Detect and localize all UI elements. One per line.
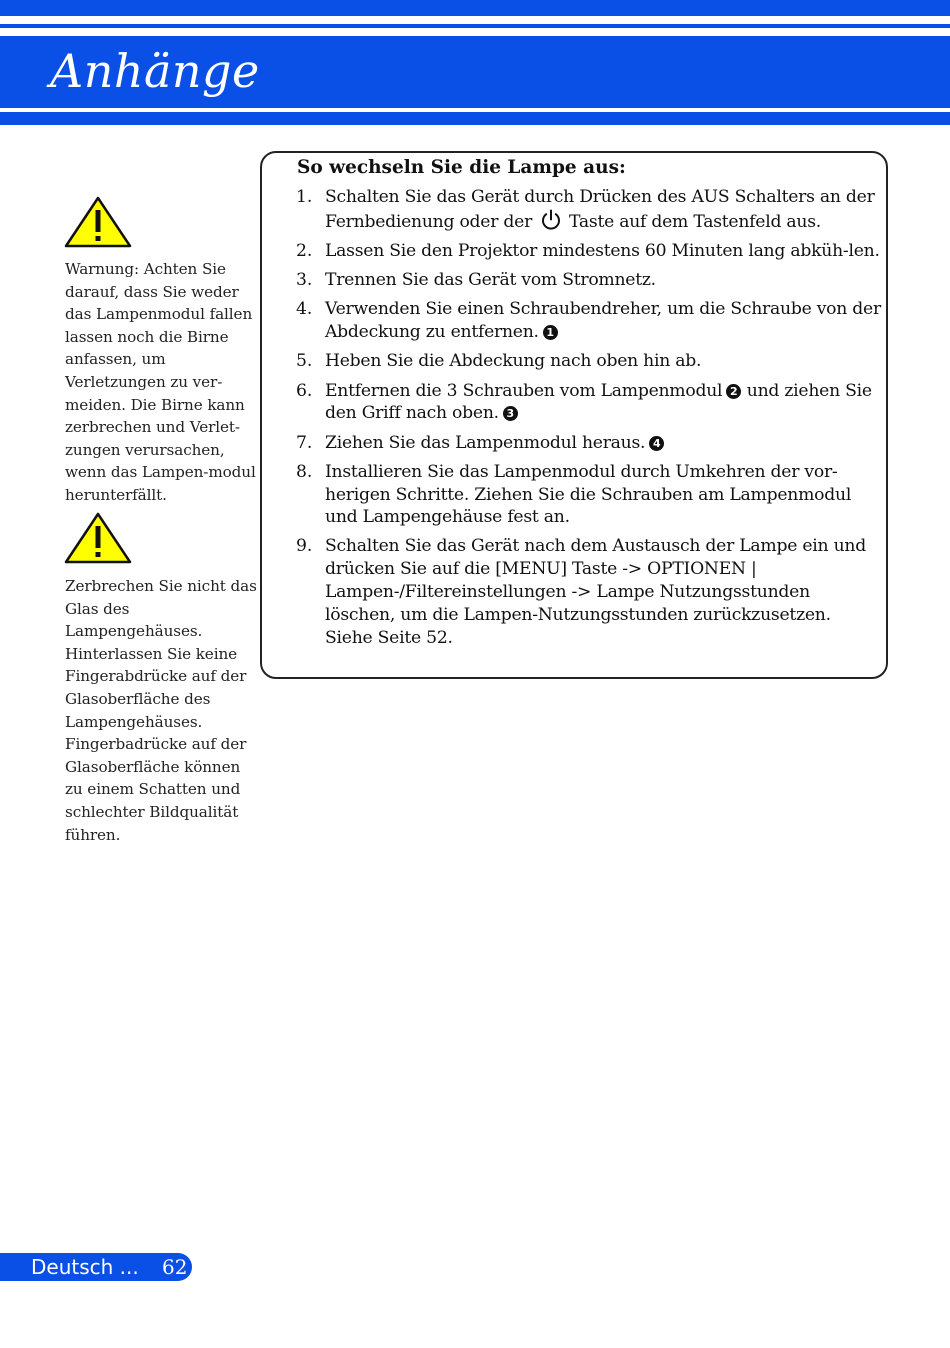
step-number: 6. (296, 380, 313, 401)
steps-list (296, 186, 881, 656)
step-number: 4. (296, 299, 313, 320)
page-number: 62 (162, 1255, 188, 1279)
header-thin-stripe (0, 24, 950, 28)
warning-triangle-icon (64, 196, 132, 248)
step-text: Ziehen Sie das Lampenmodul heraus. (325, 432, 646, 453)
list-item (296, 240, 881, 263)
step-number: 2. (296, 240, 313, 261)
step-text: Verwenden Sie einen Schraubendreher, um die Schraube von der Abdeckung zu entfernen. (325, 299, 881, 343)
step-text: Installieren Sie das Lampenmodul durch Umkehren der vor-herigen Schritte. Ziehen Sie die Schrauben am Lampenmodul und Lampengehäuse fest an. (325, 461, 852, 528)
step-text: Lassen Sie den Projektor mindestens 60 Minuten lang abküh-len. (325, 240, 880, 261)
list-item (296, 461, 881, 529)
step-number: 3. (296, 270, 313, 291)
step-text: Schalten Sie das Gerät durch Drücken des AUS Schalters an der Fernbedienung oder der (325, 187, 875, 232)
footer-language: Deutsch ... (31, 1255, 139, 1279)
warning-triangle-icon (64, 512, 132, 564)
step-number: 1. (296, 187, 313, 207)
instructions-title: So wechseln Sie die Lampe aus: (297, 157, 626, 178)
step-text: Schalten Sie das Gerät nach dem Austausch der Lampe ein und drücken Sie auf die [MENU] Taste -> OPTIONEN | Lampen-/Filtereinstellungen -> Lampe Nutzungsstunden löschen, um die Lampen-Nutzungsstunden zurückzusetzen. Siehe Seite 52. (325, 536, 866, 648)
warning-note-glass: Zerbrechen Sie nicht das Glas des Lampengehäuses. Hinterlassen Sie keine Fingerabdrücke auf der Glasoberfläche des Lampengehäuses. Fingerbadrücke auf der Glasoberfläche können zu einem Schatten und schlechter Bildqualität führen. (65, 577, 257, 844)
header-bottom-stripe (0, 112, 950, 125)
list-item (296, 432, 881, 455)
step-number: 8. (296, 461, 313, 482)
step-text: Taste auf dem Tastenfeld aus. (569, 211, 822, 232)
callout-badge: 3 (503, 406, 518, 421)
page-title: Anhänge (50, 44, 260, 98)
callout-badge: 4 (649, 436, 664, 451)
list-item (296, 380, 881, 426)
header-top-stripe (0, 0, 950, 16)
step-number: 7. (296, 432, 313, 453)
list-item (296, 350, 881, 373)
warning-note-lamp-module: Warnung: Achten Sie darauf, dass Sie weder das Lampenmodul fallen lassen noch die Birne anfassen, um Verletzungen zu ver-meiden. Die Birne kann zerbrechen und Verlet-zungen verursachen, wenn das Lampen-modul herunterfällt. (65, 260, 256, 504)
power-icon (540, 209, 562, 231)
callout-badge: 2 (726, 384, 741, 399)
step-text: Entfernen die 3 Schrauben vom Lampenmodul (325, 380, 723, 401)
step-text: und ziehen Sie den Griff nach oben. (325, 380, 872, 424)
list-item (296, 535, 881, 649)
list-item (296, 269, 881, 292)
step-number: 5. (296, 351, 313, 372)
step-number: 9. (296, 536, 313, 557)
list-item (296, 298, 881, 344)
list-item (296, 186, 881, 234)
step-text: Trennen Sie das Gerät vom Stromnetz. (325, 270, 656, 291)
callout-badge: 1 (543, 325, 558, 340)
step-text: Heben Sie die Abdeckung nach oben hin ab. (325, 351, 702, 372)
